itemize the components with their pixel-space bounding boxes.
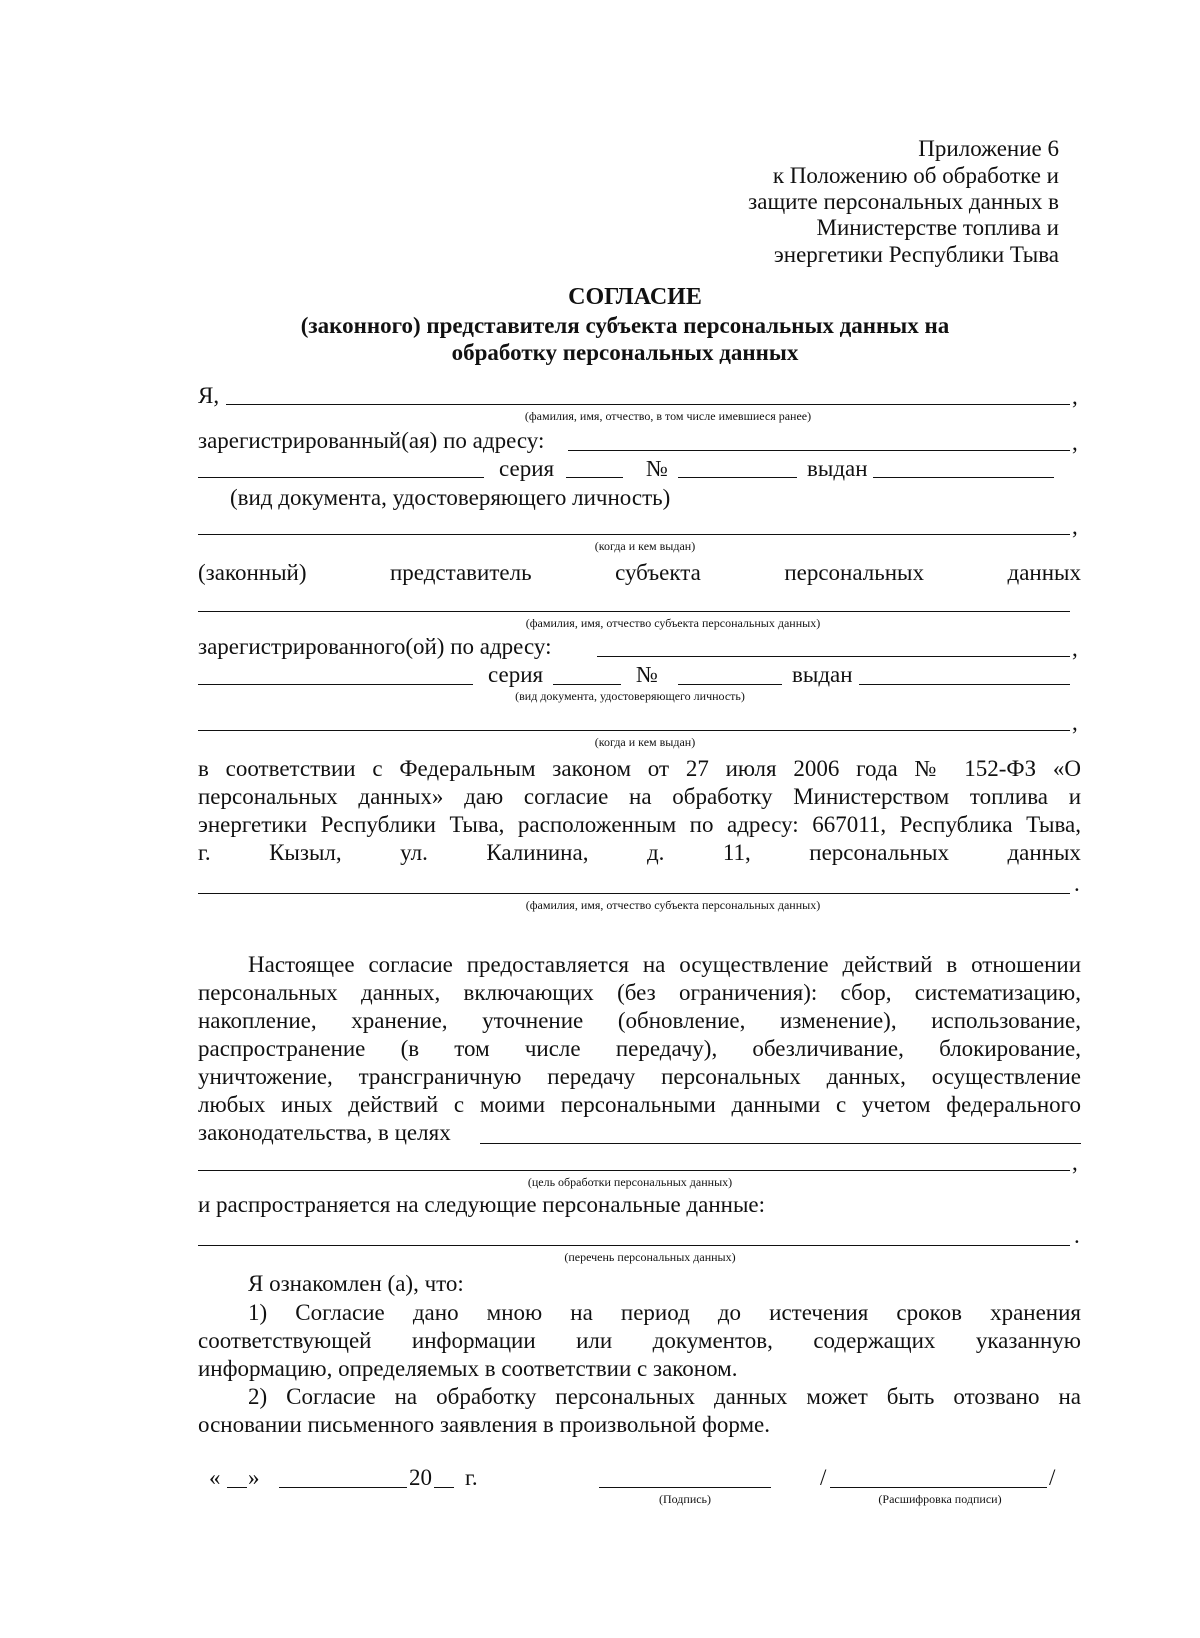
document-subtitle-1: (законного) представителя субъекта персональных данных на [300, 313, 950, 338]
informed-line: Я ознакомлен (а), что: [248, 1271, 464, 1296]
date-quote-close: » [248, 1465, 260, 1490]
slash-right: / [1049, 1465, 1056, 1490]
caption-signature-decode: (Расшифровка подписи) [878, 1492, 1002, 1506]
period: . [1074, 871, 1080, 896]
seria-line-2[interactable] [553, 684, 621, 685]
number-line-2[interactable] [678, 684, 782, 685]
caption-doc-type: (вид документа, удостоверяющего личность) [515, 689, 745, 703]
comma: , [1072, 430, 1078, 455]
registered-address-label-2: зарегистрированного(ой) по адресу: [198, 634, 552, 659]
consent-line-1: Настоящее согласие предоставляется на осуществление действий в отношении [248, 952, 1081, 977]
period: . [1074, 1223, 1080, 1248]
law-word: Кызыл, [269, 840, 342, 865]
when-who-line[interactable] [198, 534, 1070, 535]
date-year-suffix: г. [465, 1465, 478, 1490]
doc-type-line[interactable] [198, 477, 484, 478]
consent-line-2: персональных данных, включающих (без ограничения): сбор, систематизацию, [198, 980, 1081, 1005]
appendix-line-2: к Положению об обработке и [772, 163, 1059, 188]
consent-line-6: любых иных действий с моими персональными данными с учетом федерального [198, 1092, 1081, 1117]
law-line-1: в соответствии с Федеральным законом от 27 июля 2006 года № 152-ФЗ «О [198, 756, 1081, 781]
issued-label-2: выдан [792, 662, 853, 687]
when-who-line-2[interactable] [198, 730, 1070, 731]
item2-line-2: основании письменного заявления в произвольной форме. [198, 1412, 771, 1437]
caption-fio-subject: (фамилия, имя, отчество субъекта персональных данных) [525, 616, 821, 630]
consent-line-7: законодательства, в целях [198, 1120, 451, 1145]
date-day-line[interactable] [227, 1487, 247, 1488]
appendix-line-3: защите персональных данных в [748, 189, 1059, 214]
law-line-3: энергетики Республики Тыва, расположенным по адресу: 667011, Республика Тыва, [198, 812, 1081, 837]
signature-line[interactable] [599, 1487, 771, 1488]
comma: , [1072, 1150, 1078, 1175]
consent-line-5: уничтожение, трансграничную передачу персональных данных, осуществление [198, 1064, 1081, 1089]
applies-line: и распространяется на следующие персональные данные: [198, 1192, 766, 1217]
caption-signature: (Подпись) [658, 1492, 712, 1506]
ya-label: Я, [198, 383, 220, 408]
subject-fio-line[interactable] [198, 611, 1070, 612]
number-line[interactable] [678, 477, 797, 478]
number-sign-2: № [636, 662, 658, 687]
appendix-line-1: Приложение 6 [918, 136, 1059, 161]
rep-word: персональных [784, 560, 924, 585]
caption-purpose: (цель обработки персональных данных) [527, 1175, 733, 1189]
data-list-line[interactable] [198, 1245, 1070, 1246]
law-line-2: персональных данных» даю согласие на обработку Министерством топлива и [198, 784, 1081, 809]
purpose-line-1[interactable] [480, 1143, 1081, 1144]
law-word: Калинина, [486, 840, 589, 865]
law-word: данных [1007, 840, 1081, 865]
caption-fio-subject-2: (фамилия, имя, отчество субъекта персональных данных) [525, 898, 821, 912]
issued-line[interactable] [873, 477, 1054, 478]
rep-word: данных [1007, 560, 1081, 585]
slash-left: / [820, 1465, 827, 1490]
law-word: г. [198, 840, 211, 865]
caption-when-who: (когда и кем выдан) [594, 539, 696, 553]
rep-word: (законный) [198, 560, 307, 585]
item1-line-1: 1) Согласие дано мною на период до истечения сроков хранения [248, 1300, 1081, 1325]
item1-line-2: соответствующей информации или документов, содержащих указанную [198, 1328, 1081, 1353]
item2-line-1: 2) Согласие на обработку персональных данных может быть отозвано на [248, 1384, 1081, 1409]
rep-word: представитель [390, 560, 532, 585]
document-subtitle-2: обработку персональных данных [451, 340, 799, 365]
purpose-line-2[interactable] [198, 1170, 1070, 1171]
representative-line [198, 560, 1081, 586]
consent-line-3: накопление, хранение, уточнение (обновление, изменение), использование, [198, 1008, 1081, 1033]
registered-address-label: зарегистрированный(ая) по адресу: [198, 428, 545, 453]
doc-type-line-2[interactable] [198, 684, 473, 685]
law-line-4 [198, 840, 1081, 866]
law-word: 11, [722, 840, 751, 865]
comma: , [1072, 514, 1078, 539]
issued-label: выдан [807, 456, 868, 481]
address-line-2[interactable] [597, 656, 1070, 657]
doc-type-label: (вид документа, удостоверяющего личность) [230, 485, 671, 510]
date-quote-open: « [209, 1465, 221, 1490]
fio-line[interactable] [226, 404, 1070, 405]
caption-when-who-2: (когда и кем выдан) [594, 735, 696, 749]
date-year-line[interactable] [434, 1487, 454, 1488]
seria-label: серия [499, 456, 555, 481]
law-word: д. [646, 840, 665, 865]
issued-line-2[interactable] [859, 684, 1070, 685]
caption-data-list: (перечень персональных данных) [564, 1250, 736, 1264]
appendix-line-4: Министерстве топлива и [816, 215, 1059, 240]
number-sign: № [646, 456, 668, 481]
law-word: ул. [400, 840, 428, 865]
date-year-prefix: 20 [409, 1465, 432, 1490]
subject-fio-line-2[interactable] [198, 893, 1070, 894]
comma: , [1072, 710, 1078, 735]
consent-line-4: распространение (в том числе передачу), обезличивание, блокирование, [198, 1036, 1081, 1061]
caption-fio-prev: (фамилия, имя, отчество, в том числе имевшиеся ранее) [524, 409, 812, 423]
comma: , [1072, 384, 1078, 409]
date-month-line[interactable] [279, 1487, 407, 1488]
item1-line-3: информацию, определяемых в соответствии с законом. [198, 1356, 738, 1381]
law-word: персональных [809, 840, 949, 865]
rep-word: субъекта [615, 560, 701, 585]
signature-decode-line[interactable] [830, 1487, 1047, 1488]
appendix-line-5: энергетики Республики Тыва [773, 242, 1059, 267]
document-title: СОГЛАСИЕ [568, 284, 702, 310]
seria-label-2: серия [488, 662, 544, 687]
seria-line[interactable] [566, 477, 623, 478]
address-line[interactable] [568, 450, 1070, 451]
comma: , [1072, 636, 1078, 661]
